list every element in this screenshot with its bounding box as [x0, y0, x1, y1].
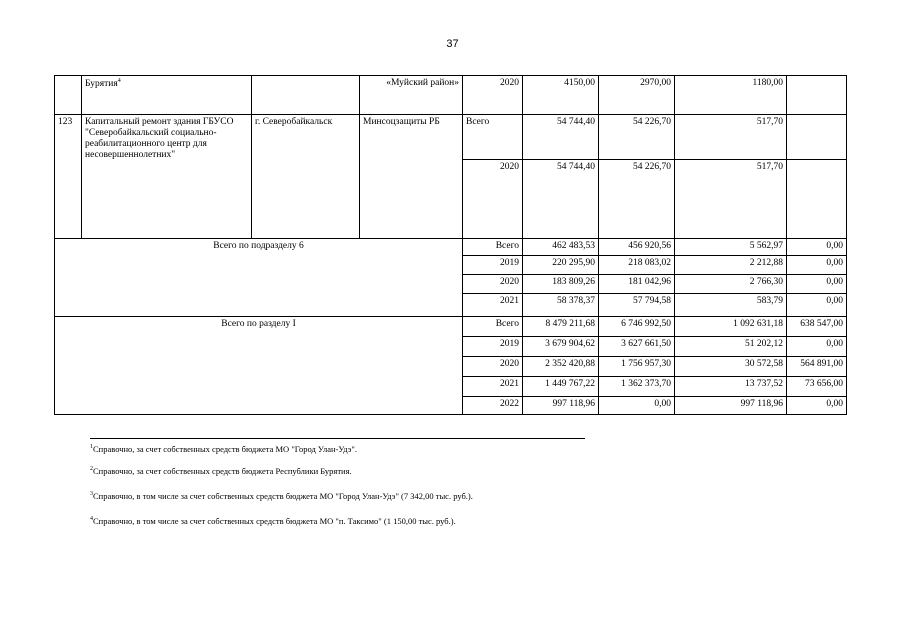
amount-cell: 456 920,56: [599, 239, 675, 256]
amount-cell: 564 891,00: [787, 357, 847, 377]
year-cell: 2020: [463, 76, 523, 115]
year-cell: Всего: [463, 317, 523, 337]
budget-table: [54, 75, 847, 415]
amount-cell: 5 562,97: [675, 239, 787, 256]
executor-cell: «Муйский район»: [360, 76, 463, 115]
total-cell: 4150,00: [523, 76, 599, 115]
amount-cell: 638 547,00: [787, 317, 847, 337]
amount-cell: 2 212,88: [675, 256, 787, 275]
amount-cell: [787, 160, 847, 239]
amount-cell: 1 092 631,18: [675, 317, 787, 337]
total-cell: 462 483,53: [523, 239, 599, 256]
amount-cell: [787, 115, 847, 160]
section-total-label: Всего по разделу I: [55, 317, 463, 415]
page-number: 37: [446, 38, 459, 50]
amount-cell: 54 226,70: [599, 115, 675, 160]
total-cell: 54 744,40: [523, 115, 599, 160]
year-cell: 2019: [463, 337, 523, 357]
executor-cell: Минсоцзащиты РБ: [360, 115, 463, 239]
amount-cell: 1 756 957,30: [599, 357, 675, 377]
location-cell: [252, 76, 360, 115]
amount-cell: 517,70: [675, 115, 787, 160]
amount-cell: 51 202,12: [675, 337, 787, 357]
object-name-cell: Капитальный ремонт здания ГБУСО "Северобайкальский социально-реабилитационного центр для несовершеннолетних": [82, 115, 252, 239]
year-cell: 2022: [463, 397, 523, 415]
total-cell: 54 744,40: [523, 160, 599, 239]
year-cell: Всего: [463, 239, 523, 256]
amount-cell: 0,00: [787, 275, 847, 294]
total-cell: 2 352 420,88: [523, 357, 599, 377]
amount-cell: 1 362 373,70: [599, 377, 675, 397]
location-cell: г. Северобайкальск: [252, 115, 360, 239]
amount-cell: 57 794,58: [599, 294, 675, 317]
amount-cell: 0,00: [599, 397, 675, 415]
amount-cell: 0,00: [787, 397, 847, 415]
amount-cell: 2970,00: [599, 76, 675, 115]
amount-cell: 73 656,00: [787, 377, 847, 397]
row-number-cell: 123: [55, 115, 82, 239]
object-name-cell: Бурятия$^4$: [82, 76, 252, 115]
year-cell: 2020: [463, 357, 523, 377]
total-cell: 997 118,96: [523, 397, 599, 415]
amount-cell: 583,79: [675, 294, 787, 317]
amount-cell: 6 746 992,50: [599, 317, 675, 337]
year-cell: 2020: [463, 275, 523, 294]
amount-cell: 30 572,58: [675, 357, 787, 377]
amount-cell: 997 118,96: [675, 397, 787, 415]
amount-cell: 218 083,02: [599, 256, 675, 275]
footnote-separator: [90, 438, 585, 439]
year-cell: Всего: [463, 115, 523, 160]
footnote-2: $^2$Справочно, за счет собственных средств бюджета Республики Бурятия.: [90, 466, 352, 476]
year-cell: 2020: [463, 160, 523, 239]
amount-cell: 0,00: [787, 337, 847, 357]
amount-cell: 2 766,30: [675, 275, 787, 294]
row-number-cell: [55, 76, 82, 115]
amount-cell: 54 226,70: [599, 160, 675, 239]
year-cell: 2021: [463, 377, 523, 397]
table-row: [55, 76, 847, 115]
footnote-1: $^1$Справочно, за счет собственных средств бюджета МО "Город Улан-Удэ".: [90, 444, 357, 454]
amount-cell: 517,70: [675, 160, 787, 239]
total-cell: 3 679 904,62: [523, 337, 599, 357]
total-cell: 220 295,90: [523, 256, 599, 275]
amount-cell: 13 737,52: [675, 377, 787, 397]
subsection-total-label: Всего по подразделу 6: [55, 239, 463, 317]
total-cell: 58 378,37: [523, 294, 599, 317]
footnote-3: $^3$Справочно, в том числе за счет собственных средств бюджета МО "Город Улан-Удэ" (7 342,00 тыс. руб.).: [90, 491, 473, 501]
table-row: [55, 239, 847, 256]
amount-cell: 0,00: [787, 256, 847, 275]
table-row: [55, 115, 847, 160]
amount-cell: [787, 76, 847, 115]
footnote-4: $^4$Справочно, в том числе за счет собственных средств бюджета МО "п. Таксимо" (1 150,00 тыс. руб.).: [90, 516, 456, 526]
amount-cell: 3 627 661,50: [599, 337, 675, 357]
amount-cell: 1180,00: [675, 76, 787, 115]
total-cell: 1 449 767,22: [523, 377, 599, 397]
total-cell: 8 479 211,68: [523, 317, 599, 337]
amount-cell: 181 042,96: [599, 275, 675, 294]
year-cell: 2019: [463, 256, 523, 275]
table-row: [55, 317, 847, 337]
year-cell: 2021: [463, 294, 523, 317]
amount-cell: 0,00: [787, 294, 847, 317]
amount-cell: 0,00: [787, 239, 847, 256]
total-cell: 183 809,26: [523, 275, 599, 294]
